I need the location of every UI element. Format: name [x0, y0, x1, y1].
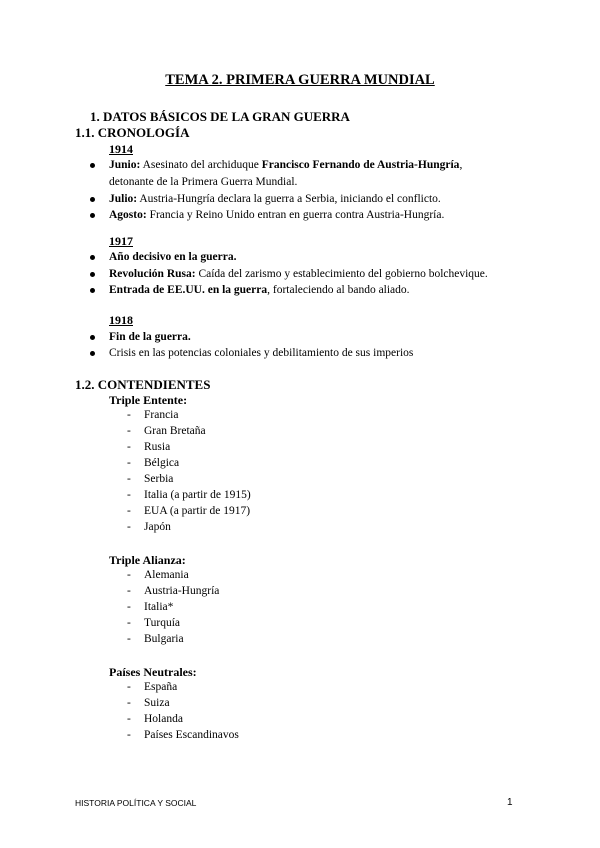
list-item: - Rusia: [127, 441, 171, 453]
year-heading-1914: 1914: [109, 142, 133, 156]
list-item: - España: [127, 681, 178, 693]
list-item: Junio: Asesinato del archiduque Francisco Fernando de Austria-Hungría, detonante de la Primera Guerra Mundial.: [109, 157, 526, 191]
list-item: Crisis en las potencias coloniales y debilitamiento de sus imperios: [109, 345, 413, 362]
list-item: Agosto: Francia y Reino Unido entran en guerra contra Austria-Hungría.: [109, 207, 444, 224]
group-heading-paises-neutrales: Países Neutrales:: [109, 665, 197, 679]
list-item: - Japón: [127, 521, 171, 533]
list-item: - Serbia: [127, 473, 174, 485]
list-item: - Holanda: [127, 713, 183, 725]
list-item: - Suiza: [127, 697, 170, 709]
list-item: - Países Escandinavos: [127, 729, 239, 741]
list-item: - Bélgica: [127, 457, 180, 469]
bullet-icon: [90, 272, 95, 277]
bullet-icon: [90, 335, 95, 340]
list-item: Entrada de EE.UU. en la guerra, fortaleciendo al bando aliado.: [109, 282, 410, 299]
list-item: - Alemania: [127, 569, 189, 581]
list-item: - Bulgaria: [127, 633, 184, 645]
year-heading-1917: 1917: [109, 234, 133, 248]
bullet-icon: [90, 213, 95, 218]
bullet-icon: [90, 351, 95, 356]
footer-course-title: HISTORIA POLÍTICA Y SOCIAL: [75, 798, 197, 808]
list-item: - Italia (a partir de 1915): [127, 489, 251, 501]
bullet-icon: [90, 197, 95, 202]
bullet-icon: [90, 163, 95, 168]
list-item: - Gran Bretaña: [127, 425, 206, 437]
section-heading: 1. DATOS BÁSICOS DE LA GRAN GUERRA: [90, 109, 350, 124]
bullet-icon: [90, 288, 95, 293]
year-heading-1918: 1918: [109, 313, 133, 327]
list-item: Año decisivo en la guerra.: [109, 249, 236, 266]
bullet-icon: [90, 255, 95, 260]
list-item: - Francia: [127, 409, 179, 421]
list-item: - Turquía: [127, 617, 180, 629]
page-number: 1: [507, 797, 513, 808]
group-heading-triple-alianza: Triple Alianza:: [109, 553, 186, 567]
list-item: Revolución Rusa: Caída del zarismo y establecimiento del gobierno bolchevique.: [109, 266, 488, 283]
list-item: - Italia*: [127, 601, 174, 613]
list-item: - EUA (a partir de 1917): [127, 505, 251, 517]
list-item: Fin de la guerra.: [109, 329, 191, 346]
subsection-heading-contendientes: 1.2. CONTENDIENTES: [75, 377, 211, 392]
group-heading-triple-entente: Triple Entente:: [109, 393, 188, 407]
subsection-heading-cronologia: 1.1. CRONOLOGÍA: [75, 125, 190, 140]
page-title: TEMA 2. PRIMERA GUERRA MUNDIAL: [165, 72, 435, 88]
list-item: Julio: Austria-Hungría declara la guerra a Serbia, iniciando el conflicto.: [109, 191, 441, 208]
list-item: - Austria-Hungría: [127, 585, 220, 597]
